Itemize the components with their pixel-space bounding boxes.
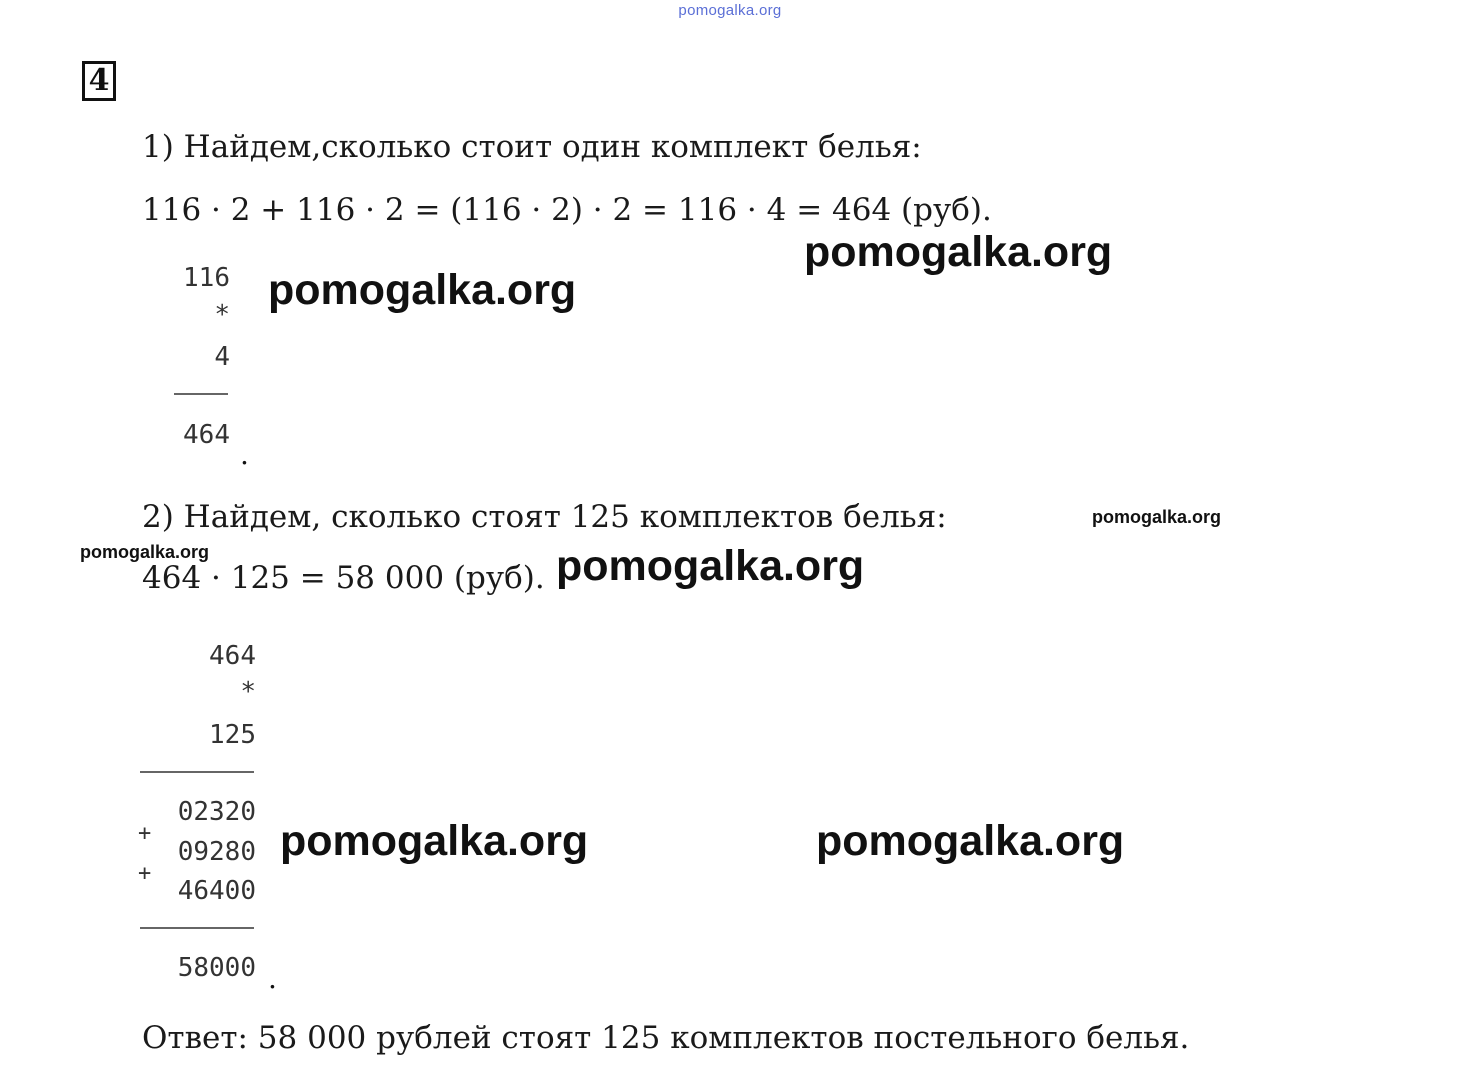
header-watermark: pomogalka.org <box>678 2 782 19</box>
step2-title: 2) Найдем, сколько стоят 125 комплектов белья: <box>142 499 947 535</box>
watermark: pomogalka.org <box>816 817 1125 865</box>
step1-column-top: 116 <box>183 263 230 293</box>
step1-column-result: 464 <box>183 420 230 450</box>
watermark: pomogalka.org <box>268 266 577 314</box>
step2-column-result: 58000 <box>177 953 256 983</box>
step2-partial-2: 09280 <box>177 837 256 867</box>
task-number-badge: 4 <box>82 61 116 101</box>
step1-column-bottom: 4 <box>214 342 230 372</box>
step2-plus-1: + <box>138 821 152 846</box>
watermark: pomogalka.org <box>80 542 210 562</box>
step2-column-top: 464 <box>209 641 256 671</box>
answer-text: Ответ: 58 000 рублей стоят 125 комплектов постельного белья. <box>142 1020 1190 1056</box>
step1-equation: 116 · 2 + 116 · 2 = (116 · 2) · 2 = 116 · 4 = 464 (руб). <box>142 192 992 228</box>
watermark: pomogalka.org <box>280 817 589 865</box>
step2-column-operator: * <box>240 677 256 707</box>
step2-column-rule-1 <box>140 771 254 773</box>
watermark: pomogalka.org <box>556 542 865 590</box>
step2-plus-2: + <box>138 861 152 886</box>
watermark: pomogalka.org <box>804 228 1113 276</box>
step1-column-rule <box>174 393 228 395</box>
step1-column-operator: * <box>214 300 230 330</box>
step2-equation: 464 · 125 = 58 000 (руб). <box>142 560 545 596</box>
step1-title: 1) Найдем,сколько стоит один комплект белья: <box>142 129 922 165</box>
step1-trailing-dot: . <box>240 438 249 471</box>
step2-column-bottom: 125 <box>209 720 256 750</box>
step2-trailing-dot: . <box>268 962 277 995</box>
step2-column-rule-2 <box>140 927 254 929</box>
step2-partial-1: 02320 <box>177 797 256 827</box>
step2-partial-3: 46400 <box>177 876 256 906</box>
watermark: pomogalka.org <box>1092 507 1222 527</box>
